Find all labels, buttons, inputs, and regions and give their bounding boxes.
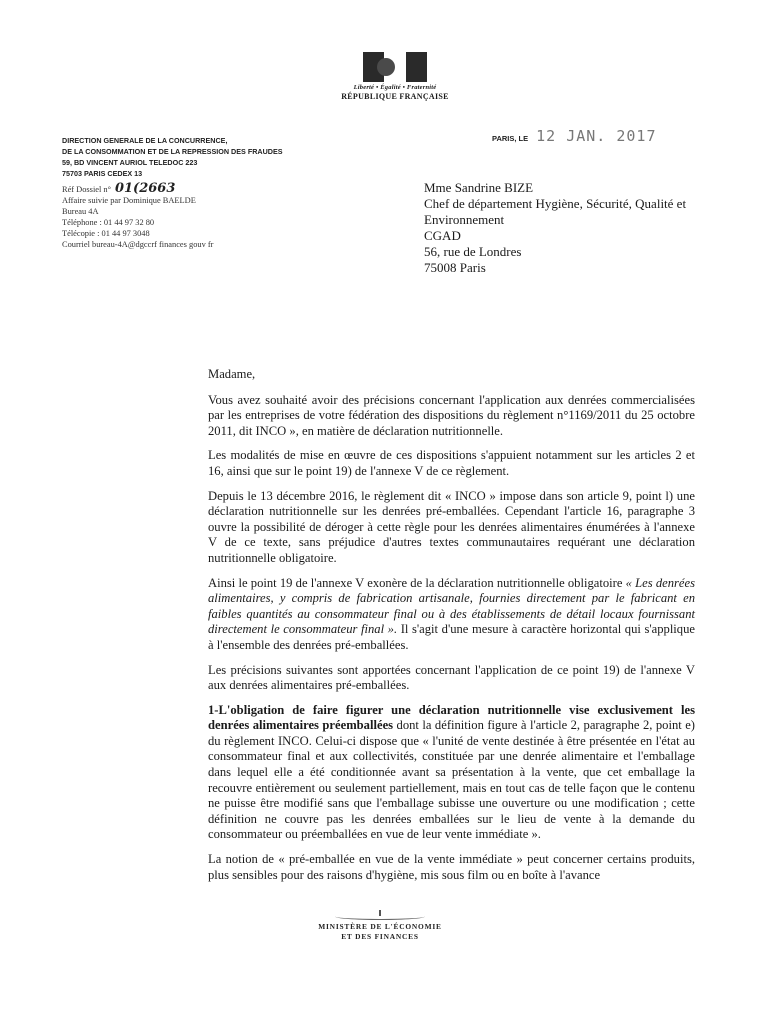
recipient-line: 56, rue de Londres: [424, 244, 522, 259]
paragraph-4-quote: « Les denrées alimentaires, y compris de fabrication artisanale, fournies directement par le fabricant en faibles quantités au consommateur final ou à des établissements de détail locaux fournissant directement le consommateur final ».: [208, 575, 696, 637]
date-stamp: 12 JAN. 2017: [536, 127, 657, 145]
letter-body: [208, 367, 695, 892]
salutation: Madame,: [208, 367, 256, 381]
paragraph-7: La notion de « pré-emballée en vue de la vente immédiate » peut concerner certains produits, plus sensibles pour des raisons d'hygiène, mis sous film ou en boîte à l'avance: [208, 852, 695, 882]
recipient-address: [424, 180, 724, 276]
date-label: PARIS, LE: [492, 134, 529, 143]
paragraph-6-bold: 1-L'obligation de faire figurer une déclaration nutritionnelle vise exclusivement les denrées alimentaires préemballées: [208, 702, 695, 733]
ministry-footer: [300, 913, 460, 942]
sender-line: DIRECTION GENERALE DE LA CONCURRENCE,: [62, 136, 228, 145]
phone: Téléphone : 01 44 97 32 80: [62, 218, 155, 227]
paragraph-2: Les modalités de mise en œuvre de ces dispositions s'appuient notamment sur les articles 2 et 16, ainsi que sur le point 19) de l'annexe V de ce règlement.: [208, 448, 695, 478]
reference-line: [62, 183, 332, 195]
ministry-line-1: MINISTÈRE DE L'ÉCONOMIE: [318, 922, 442, 931]
sender-line: DE LA CONSOMMATION ET DE LA REPRESSION DES FRAUDES: [62, 147, 283, 156]
reference-number: 01(2663: [114, 181, 176, 196]
followed-by: Affaire suivie par Dominique BAELDE: [62, 196, 196, 205]
ministry-line-2: ET DES FINANCES: [341, 932, 419, 941]
marianne-logo: [340, 52, 450, 101]
paragraph-5: Les précisions suivantes sont apportées concernant l'application de ce point 19) de l'annexe V aux denrées alimentaires pré-emballées.: [208, 662, 695, 693]
email: Courriel bureau-4A@dgccrf finances gouv fr: [62, 240, 214, 249]
ministry-emblem-icon: [335, 913, 425, 920]
sender-line: 75703 PARIS CEDEX 13: [62, 169, 143, 178]
recipient-line: CGAD: [424, 228, 461, 243]
dateline: [492, 127, 692, 146]
logo-motto: Liberté • Égalité • Fraternité: [353, 84, 437, 91]
recipient-line: Chef de département Hygiène, Sécurité, Qualité et: [424, 196, 687, 211]
recipient-line: Mme Sandrine BIZE: [424, 180, 534, 195]
logo-republic: RÉPUBLIQUE FRANÇAISE: [341, 92, 449, 101]
paragraph-1: Vous avez souhaité avoir des précisions concernant l'application aux denrées commercialisées par les entreprises de votre fédération des dispositions du règlement n°1169/2011 du 25 octobre 2011, dit INCO », en matière de déclaration nutritionnelle.: [208, 392, 695, 438]
fax: Télécopie : 01 44 97 3048: [62, 229, 150, 238]
bureau: Bureau 4A: [62, 207, 99, 216]
contact-block: [62, 183, 332, 250]
paragraph-4-intro: Ainsi le point 19 de l'annexe V exonère de la déclaration nutritionnelle obligatoire: [208, 575, 626, 590]
paragraph-4-end: Il s'agit d'une mesure à caractère horizontal qui s'applique à l'ensemble des denrées pré-emballées.: [208, 622, 695, 652]
sender-address: [62, 135, 392, 179]
recipient-line: 75008 Paris: [424, 260, 486, 275]
reference-label: Réf Dossiel n°: [62, 185, 111, 194]
paragraph-3: Depuis le 13 décembre 2016, le règlement dit « INCO » impose dans son article 9, point l) une déclaration nutritionnelle sur les denrées pré-emballées. Cependant l'article 16, paragraphe 3 ouvre la possibilité de déroger à cette règle pour les denrées alimentaires énumérées à l'annexe V de ce texte, sans préjudice d'autres textes communautaires requérant une déclaration nutritionnelle obligatoire.: [208, 488, 695, 565]
paragraph-6-rest: dont la définition figure à l'article 2, paragraphe 2, point e) du règlement INCO. Celui-ci dispose que « l'unité de vente destinée à être présentée en l'état au consommateur final et aux collectivités, constituée par une denrée alimentaire et l'emballage dans lequel elle a été conditionnée avant sa présentation à la vente, que cet emballage la recouvre entièrement ou seulement partiellement, mais en tout cas de telle façon que le contenu ne puisse être modifié sans que l'emballage subisse une ouverture ou une modification ; cette définition ne couvre pas les denrées emballées sur le lieu de vente à la demande du consommateur ou préemballées en vue de leur vente immédiate ».: [208, 718, 695, 842]
recipient-line: Environnement: [424, 212, 505, 227]
paragraph-4: [208, 576, 695, 654]
marianne-flag-icon: [363, 52, 427, 82]
paragraph-6: [208, 703, 695, 843]
sender-line: 59, BD VINCENT AURIOL TELEDOC 223: [62, 158, 198, 167]
